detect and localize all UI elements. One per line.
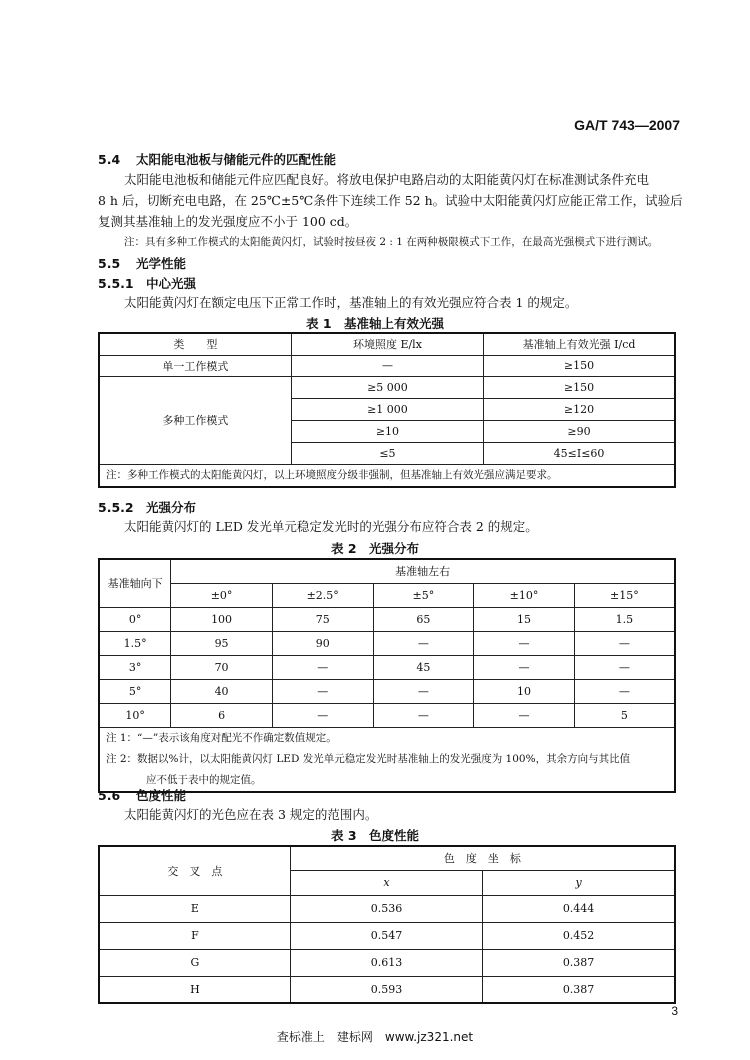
table-cell: 65 <box>373 607 474 631</box>
table-cell: 单一工作模式 <box>99 355 291 376</box>
table-header-cell: x <box>290 870 482 895</box>
table-cell: 0.452 <box>483 922 675 949</box>
table-cell: — <box>574 631 675 655</box>
table-cell: 0.387 <box>483 949 675 976</box>
table-header-cell: ±0° <box>171 583 273 607</box>
section-title: 太阳能电池板与储能元件的匹配性能 <box>136 152 337 167</box>
table-cell: 0.613 <box>290 949 482 976</box>
table-header-row <box>99 559 675 583</box>
table-header-row <box>99 846 675 870</box>
table-cell: 95 <box>171 631 273 655</box>
table-note <box>99 727 675 792</box>
table-row <box>99 631 675 655</box>
footer-watermark: 查标准上 建标网 www.jz321.net <box>276 1030 474 1044</box>
table-cell: — <box>291 355 483 376</box>
table-row <box>99 703 675 727</box>
table-cell: 3° <box>99 655 171 679</box>
section-number: 5.6 <box>98 788 121 803</box>
table-row <box>99 355 675 376</box>
document-code: GA/T 743—2007 <box>574 117 680 133</box>
table-cell: — <box>474 655 575 679</box>
table-header-row <box>99 583 675 607</box>
table-cell: ≥90 <box>484 420 675 442</box>
section-title: 光学性能 <box>136 256 187 271</box>
section-5-5-heading <box>98 254 186 272</box>
table-cell: 90 <box>272 631 373 655</box>
table-cell: 0.387 <box>483 976 675 1003</box>
table-cell: — <box>373 703 474 727</box>
table-cell: ≥10 <box>291 420 483 442</box>
table-cell: 45 <box>373 655 474 679</box>
section-5-5-2-heading <box>98 498 196 516</box>
table-cell: G <box>99 949 290 976</box>
table-cell: — <box>272 679 373 703</box>
table-1 <box>98 332 676 488</box>
table-cell: — <box>474 631 575 655</box>
table-cell: 0.444 <box>483 895 675 922</box>
table-header-cell: 交 叉 点 <box>99 846 290 895</box>
table-row <box>99 976 675 1003</box>
table-row <box>99 655 675 679</box>
table-cell: ≥1 000 <box>291 398 483 420</box>
table-cell: — <box>373 679 474 703</box>
table-cell: 6 <box>171 703 273 727</box>
table-cell: 0.593 <box>290 976 482 1003</box>
table-cell: 45≤I≤60 <box>484 442 675 464</box>
section-5-4-heading <box>98 150 336 168</box>
table-header-cell: ±10° <box>474 583 575 607</box>
table-header-cell: 环境照度 E/lx <box>291 333 483 355</box>
table-row <box>99 922 675 949</box>
table-cell: F <box>99 922 290 949</box>
section-number: 5.5.1 <box>98 276 134 291</box>
table-cell: ≤5 <box>291 442 483 464</box>
table-cell: 40 <box>171 679 273 703</box>
section-number: 5.5 <box>98 256 121 271</box>
table-cell: — <box>574 655 675 679</box>
table-cell: ≥150 <box>484 376 675 398</box>
section-5-6-text: 太阳能黄闪灯的光色应在表 3 规定的范围内。 <box>124 807 378 822</box>
section-5-4-note: 注：具有多种工作模式的太阳能黄闪灯，试验时按昼夜 2 : 1 在两种极限模式下工作，在最高光强模式下进行测试。 <box>124 236 659 248</box>
table-note-1: 注 1：“—”表示该角度对配光不作确定数值规定。 <box>106 731 337 744</box>
table-cell: 0.547 <box>290 922 482 949</box>
table-header-cell: 基准轴左右 <box>171 559 675 583</box>
table-cell: ≥150 <box>484 355 675 376</box>
table-cell: 0.536 <box>290 895 482 922</box>
table-cell: — <box>474 703 575 727</box>
section-5-4-line-1: 太阳能电池板和储能元件应匹配良好。将放电保护电路启动的太阳能黄闪灯在标准测试条件充电 <box>124 172 650 187</box>
table-cell: 100 <box>171 607 273 631</box>
table-header-cell: 色 度 坐 标 <box>290 846 675 870</box>
table-cell: — <box>272 655 373 679</box>
table-cell: 5 <box>574 703 675 727</box>
table-note-row <box>99 464 675 487</box>
table-2 <box>98 558 676 793</box>
table-note-row <box>99 727 675 792</box>
section-5-6-heading <box>98 786 186 804</box>
table-cell: E <box>99 895 290 922</box>
table-note-2: 注 2：数据以%计，以太阳能黄闪灯 LED 发光单元稳定发光时基准轴上的发光强度为 100%，其余方向与其比值 <box>106 752 631 765</box>
table-cell: — <box>574 679 675 703</box>
section-title: 中心光强 <box>146 276 197 291</box>
section-number: 5.5.2 <box>98 500 134 515</box>
table-cell: ≥5 000 <box>291 376 483 398</box>
table-3-caption: 表 3 色度性能 <box>330 828 420 843</box>
table-cell: 15 <box>474 607 575 631</box>
table-cell: 10 <box>474 679 575 703</box>
table-header-cell: 类 型 <box>99 333 291 355</box>
table-cell: 75 <box>272 607 373 631</box>
table-cell: 70 <box>171 655 273 679</box>
table-cell: — <box>373 631 474 655</box>
table-cell: 0° <box>99 607 171 631</box>
section-5-4-line-2: 8 h 后，切断充电电路，在 25℃±5℃条件下连续工作 52 h。试验中太阳能黄闪灯应能正常工作，试验后 <box>98 193 683 208</box>
table-cell: 多种工作模式 <box>99 376 291 464</box>
section-5-5-1-heading <box>98 274 196 292</box>
table-cell: 5° <box>99 679 171 703</box>
table-3 <box>98 845 676 1004</box>
table-header-cell: 基准轴上有效光强 I/cd <box>484 333 675 355</box>
table-header-row <box>99 333 675 355</box>
section-title: 光强分布 <box>146 500 197 515</box>
section-5-5-2-text: 太阳能黄闪灯的 LED 发光单元稳定发光时的光强分布应符合表 2 的规定。 <box>124 519 538 534</box>
section-number: 5.4 <box>98 152 121 167</box>
table-cell: — <box>272 703 373 727</box>
table-cell: 10° <box>99 703 171 727</box>
table-note-2-continued: 应不低于表中的规定值。 <box>146 773 262 786</box>
table-cell: ≥120 <box>484 398 675 420</box>
section-5-4-line-3: 复测其基准轴上的发光强度应不小于 100 cd。 <box>98 214 358 229</box>
table-cell: 1.5° <box>99 631 171 655</box>
section-title: 色度性能 <box>136 788 187 803</box>
section-5-5-1-text: 太阳能黄闪灯在额定电压下正常工作时，基准轴上的有效光强应符合表 1 的规定。 <box>124 295 578 310</box>
table-cell: H <box>99 976 290 1003</box>
table-row <box>99 679 675 703</box>
table-note: 注：多种工作模式的太阳能黄闪灯，以上环境照度分级非强制，但基准轴上有效光强应满足要求。 <box>99 464 675 487</box>
table-header-cell: 基准轴向下 <box>99 559 171 607</box>
table-row <box>99 895 675 922</box>
table-header-cell: ±5° <box>373 583 474 607</box>
table-1-caption: 表 1 基准轴上有效光强 <box>305 316 445 331</box>
page-number: 3 <box>671 1004 678 1018</box>
table-header-cell: ±2.5° <box>272 583 373 607</box>
table-header-cell: y <box>483 870 675 895</box>
table-2-caption: 表 2 光强分布 <box>330 541 420 556</box>
table-cell: 1.5 <box>574 607 675 631</box>
table-row <box>99 949 675 976</box>
table-row <box>99 376 675 398</box>
table-row <box>99 607 675 631</box>
table-header-cell: ±15° <box>574 583 675 607</box>
